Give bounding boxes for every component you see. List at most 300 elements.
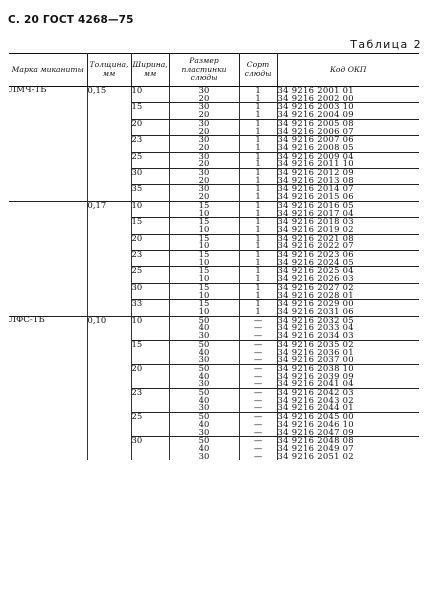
cell-mica-size: 20 — [169, 128, 239, 136]
table-row — [9, 389, 419, 397]
cell-thickness — [87, 421, 131, 429]
cell-grade: — — [239, 356, 277, 364]
table-row — [9, 364, 419, 372]
okp-code-table — [9, 53, 419, 460]
cell-thickness — [87, 136, 131, 144]
cell-okp-code: 34 9216 2023 06 — [277, 251, 419, 259]
cell-grade: — — [239, 397, 277, 405]
cell-okp-code: 34 9216 2029 00 — [277, 300, 419, 308]
column-header-mark: Марка миканиты — [9, 54, 87, 87]
cell-thickness — [87, 218, 131, 226]
cell-grade: — — [239, 453, 277, 461]
table-row — [9, 136, 419, 144]
cell-grade: — — [239, 373, 277, 381]
cell-thickness — [87, 160, 131, 168]
cell-thickness — [87, 404, 131, 412]
cell-mark — [9, 356, 87, 364]
cell-thickness — [87, 445, 131, 453]
page-header: С. 20 ГОСТ 4268—75 — [8, 14, 134, 26]
cell-width: 15 — [131, 340, 169, 348]
cell-grade: 1 — [239, 103, 277, 111]
cell-okp-code: 34 9216 2006 07 — [277, 125, 354, 136]
cell-okp-code: 34 9216 2002 00 — [277, 92, 354, 103]
cell-width: 30 — [131, 169, 169, 177]
table-row — [9, 128, 419, 136]
cell-mica-size: 30 — [169, 136, 239, 144]
cell-grade: 1 — [239, 226, 277, 234]
cell-okp-code: 34 9216 2021 08 — [277, 234, 419, 242]
cell-okp-code: 34 9216 2032 05 — [277, 316, 419, 324]
cell-mark: ЛФС-ТБ — [9, 316, 87, 324]
cell-mica-size: 20 — [169, 177, 239, 185]
cell-mica-size: 15 — [169, 283, 239, 291]
cell-width: 23 — [131, 136, 169, 144]
cell-grade: 1 — [239, 111, 277, 119]
cell-thickness — [87, 234, 131, 242]
cell-okp-code: 34 9216 2042 03 — [277, 389, 419, 397]
cell-thickness — [87, 389, 131, 397]
cell-thickness: 0,10 — [87, 316, 131, 324]
cell-mark — [9, 389, 87, 397]
cell-thickness — [87, 413, 131, 421]
cell-mica-size: 30 — [169, 380, 239, 388]
cell-mark — [9, 242, 87, 250]
cell-width: 10 — [131, 316, 169, 324]
cell-thickness — [87, 152, 131, 160]
cell-grade: 1 — [239, 169, 277, 177]
cell-mica-size: 30 — [169, 119, 239, 127]
cell-mica-size: 50 — [169, 316, 239, 324]
cell-thickness — [87, 373, 131, 381]
table-row — [9, 397, 419, 405]
cell-grade: — — [239, 340, 277, 348]
cell-mica-size: 10 — [169, 308, 239, 316]
cell-okp-code: 34 9216 2014 07 — [277, 185, 419, 193]
cell-okp-code: 34 9216 2046 10 — [277, 418, 354, 429]
cell-mica-size: 20 — [169, 160, 239, 168]
cell-mica-size: 50 — [169, 340, 239, 348]
cell-grade: 1 — [239, 308, 277, 316]
cell-mica-size: 30 — [169, 152, 239, 160]
cell-grade: 1 — [239, 95, 277, 103]
cell-width: 15 — [131, 218, 169, 226]
cell-thickness — [87, 169, 131, 177]
cell-width: 33 — [131, 300, 169, 308]
cell-grade: 1 — [239, 210, 277, 218]
cell-mica-size: 30 — [169, 356, 239, 364]
table-row — [9, 251, 419, 259]
cell-thickness — [87, 119, 131, 127]
cell-mica-size: 10 — [169, 210, 239, 218]
cell-mark — [9, 251, 87, 259]
cell-okp-code: 34 9216 2019 02 — [277, 223, 354, 234]
cell-width — [131, 421, 169, 429]
cell-mark — [9, 226, 87, 234]
cell-thickness — [87, 226, 131, 234]
cell-okp-code: 34 9216 2008 05 — [277, 141, 354, 152]
cell-mark — [9, 128, 87, 136]
cell-okp-code: 34 9216 2017 04 — [277, 207, 354, 218]
table-row — [9, 177, 419, 185]
cell-mark — [9, 218, 87, 226]
column-header-thickness: Толщина, мм — [87, 54, 131, 87]
table-row — [9, 103, 419, 111]
cell-mica-size: 15 — [169, 300, 239, 308]
cell-mark — [9, 404, 87, 412]
cell-okp-code: 34 9216 2018 03 — [277, 218, 419, 226]
table-row — [9, 267, 419, 275]
table-row — [9, 332, 419, 340]
cell-mark — [9, 193, 87, 201]
cell-okp-code: 34 9216 2033 04 — [277, 322, 354, 333]
cell-grade: 1 — [239, 292, 277, 300]
cell-thickness: 0,17 — [87, 201, 131, 209]
cell-grade: 1 — [239, 177, 277, 185]
cell-okp-code: 34 9216 2005 08 — [277, 119, 419, 127]
cell-mark — [9, 380, 87, 388]
cell-okp-code: 34 9216 2012 09 — [277, 169, 419, 177]
table-row — [9, 259, 419, 267]
table-row — [9, 445, 419, 453]
table-row — [9, 324, 419, 332]
cell-mark — [9, 373, 87, 381]
cell-mark — [9, 300, 87, 308]
cell-mica-size: 50 — [169, 364, 239, 372]
cell-grade: 1 — [239, 193, 277, 201]
column-header-width: Ширина, мм — [131, 54, 169, 87]
column-header-mica-size: Размер пластинки слюды — [169, 54, 239, 87]
cell-okp-code: 34 9216 2045 00 — [277, 413, 419, 421]
table-row — [9, 95, 419, 103]
cell-mark — [9, 95, 87, 103]
table-row — [9, 349, 419, 357]
cell-mica-size: 15 — [169, 234, 239, 242]
cell-thickness — [87, 340, 131, 348]
table-row — [9, 210, 419, 218]
cell-grade: 1 — [239, 283, 277, 291]
cell-thickness — [87, 275, 131, 283]
cell-mica-size: 30 — [169, 453, 239, 461]
table-row — [9, 201, 419, 209]
cell-grade: — — [239, 380, 277, 388]
cell-thickness — [87, 210, 131, 218]
cell-okp-code: 34 9216 2011 10 — [277, 158, 354, 169]
cell-grade: 1 — [239, 185, 277, 193]
cell-okp-code: 34 9216 2016 05 — [277, 201, 419, 209]
cell-okp-code: 34 9216 2043 02 — [277, 394, 354, 405]
cell-okp-code: 34 9216 2051 02 — [277, 450, 354, 461]
cell-okp-code: 34 9216 2028 01 — [277, 289, 354, 300]
cell-mark — [9, 324, 87, 332]
table-row — [9, 308, 419, 316]
cell-okp-code: 34 9216 2035 02 — [277, 340, 419, 348]
cell-mark — [9, 413, 87, 421]
cell-mica-size: 40 — [169, 324, 239, 332]
cell-okp-code: 34 9216 2047 09 — [277, 426, 354, 437]
cell-mark — [9, 445, 87, 453]
cell-mark — [9, 267, 87, 275]
table-row — [9, 380, 419, 388]
cell-mica-size: 10 — [169, 242, 239, 250]
cell-mica-size: 50 — [169, 389, 239, 397]
cell-width: 10 — [131, 201, 169, 209]
cell-width: 20 — [131, 364, 169, 372]
cell-mark — [9, 259, 87, 267]
cell-mica-size: 10 — [169, 226, 239, 234]
cell-mark — [9, 292, 87, 300]
cell-okp-code: 34 9216 2038 10 — [277, 364, 419, 372]
cell-mark — [9, 283, 87, 291]
table-row — [9, 316, 419, 324]
cell-width: 23 — [131, 251, 169, 259]
cell-mica-size: 20 — [169, 95, 239, 103]
table-row — [9, 429, 419, 437]
cell-width — [131, 453, 169, 461]
cell-mica-size: 40 — [169, 373, 239, 381]
cell-grade: — — [239, 404, 277, 412]
cell-okp-code: 34 9216 2041 04 — [277, 378, 354, 389]
table-row — [9, 234, 419, 242]
cell-okp-code: 34 9216 2034 03 — [277, 330, 354, 341]
cell-thickness — [87, 128, 131, 136]
cell-thickness — [87, 332, 131, 340]
cell-grade: 1 — [239, 201, 277, 209]
table-body — [9, 87, 419, 461]
cell-grade: 1 — [239, 259, 277, 267]
cell-mark — [9, 332, 87, 340]
cell-mark — [9, 103, 87, 111]
cell-mica-size: 50 — [169, 413, 239, 421]
cell-thickness — [87, 283, 131, 291]
cell-grade: — — [239, 429, 277, 437]
cell-mica-size: 30 — [169, 185, 239, 193]
cell-mica-size: 15 — [169, 218, 239, 226]
table-header-row — [9, 54, 419, 87]
table-row — [9, 413, 419, 421]
cell-mark — [9, 364, 87, 372]
cell-width — [131, 397, 169, 405]
cell-okp-code: 34 9216 2031 06 — [277, 305, 354, 316]
cell-width: 30 — [131, 283, 169, 291]
cell-grade: — — [239, 413, 277, 421]
cell-mica-size: 30 — [169, 332, 239, 340]
cell-thickness — [87, 242, 131, 250]
table-row — [9, 144, 419, 152]
cell-grade: — — [239, 437, 277, 445]
table-row — [9, 356, 419, 364]
cell-grade: 1 — [239, 234, 277, 242]
cell-mica-size: 15 — [169, 201, 239, 209]
table-row — [9, 193, 419, 201]
cell-mica-size: 40 — [169, 349, 239, 357]
cell-mark — [9, 421, 87, 429]
cell-width: 10 — [131, 87, 169, 95]
cell-mica-size: 10 — [169, 275, 239, 283]
cell-grade: — — [239, 421, 277, 429]
cell-width: 25 — [131, 267, 169, 275]
cell-mark — [9, 397, 87, 405]
cell-grade: — — [239, 445, 277, 453]
table-row — [9, 169, 419, 177]
cell-mark — [9, 437, 87, 445]
cell-thickness — [87, 95, 131, 103]
table-row — [9, 340, 419, 348]
cell-thickness — [87, 185, 131, 193]
cell-mica-size: 15 — [169, 267, 239, 275]
table-header — [9, 54, 419, 87]
column-header-grade: Сорт слюды — [239, 54, 277, 87]
table-row — [9, 218, 419, 226]
cell-grade: 1 — [239, 275, 277, 283]
cell-width — [131, 324, 169, 332]
cell-mark — [9, 234, 87, 242]
cell-mark — [9, 119, 87, 127]
table-row — [9, 160, 419, 168]
cell-okp-code: 34 9216 2024 05 — [277, 256, 354, 267]
cell-width: 23 — [131, 389, 169, 397]
cell-mica-size: 20 — [169, 193, 239, 201]
cell-mark — [9, 340, 87, 348]
cell-mark — [9, 429, 87, 437]
cell-okp-code: 34 9216 2036 01 — [277, 346, 354, 357]
cell-grade: — — [239, 332, 277, 340]
cell-thickness — [87, 259, 131, 267]
cell-thickness — [87, 397, 131, 405]
cell-okp-code: 34 9216 2048 08 — [277, 437, 419, 445]
table-row — [9, 404, 419, 412]
table-row — [9, 300, 419, 308]
cell-width: 20 — [131, 234, 169, 242]
cell-width: 25 — [131, 413, 169, 421]
cell-grade: 1 — [239, 218, 277, 226]
cell-thickness — [87, 380, 131, 388]
table-row — [9, 283, 419, 291]
cell-mica-size: 40 — [169, 397, 239, 405]
cell-okp-code: 34 9216 2037 00 — [277, 354, 354, 365]
cell-mark: ЛМЧ-ТБ — [9, 87, 87, 95]
table-row — [9, 185, 419, 193]
cell-mark — [9, 136, 87, 144]
cell-mica-size: 30 — [169, 87, 239, 95]
table-row — [9, 152, 419, 160]
cell-okp-code: 34 9216 2049 07 — [277, 442, 354, 453]
cell-mica-size: 10 — [169, 292, 239, 300]
cell-mark — [9, 152, 87, 160]
cell-width: 35 — [131, 185, 169, 193]
cell-grade: — — [239, 316, 277, 324]
table-row — [9, 453, 419, 461]
cell-okp-code: 34 9216 2003 10 — [277, 103, 419, 111]
cell-mark — [9, 144, 87, 152]
cell-thickness — [87, 292, 131, 300]
table-row — [9, 226, 419, 234]
cell-grade: 1 — [239, 300, 277, 308]
table-row — [9, 437, 419, 445]
cell-okp-code: 34 9216 2039 09 — [277, 370, 354, 381]
cell-mark — [9, 210, 87, 218]
table-row — [9, 242, 419, 250]
cell-grade: 1 — [239, 267, 277, 275]
cell-okp-code: 34 9216 2025 04 — [277, 267, 419, 275]
cell-mica-size: 30 — [169, 169, 239, 177]
cell-thickness — [87, 324, 131, 332]
cell-okp-code: 34 9216 2013 08 — [277, 174, 354, 185]
cell-okp-code: 34 9216 2009 04 — [277, 152, 419, 160]
cell-thickness — [87, 437, 131, 445]
cell-mica-size: 20 — [169, 111, 239, 119]
table-row — [9, 119, 419, 127]
cell-grade: — — [239, 324, 277, 332]
cell-grade: 1 — [239, 119, 277, 127]
cell-thickness — [87, 144, 131, 152]
cell-thickness — [87, 349, 131, 357]
cell-thickness — [87, 364, 131, 372]
cell-mica-size: 30 — [169, 404, 239, 412]
cell-thickness — [87, 300, 131, 308]
cell-mark — [9, 169, 87, 177]
cell-okp-code: 34 9216 2004 09 — [277, 109, 354, 120]
cell-width — [131, 349, 169, 357]
cell-okp-code: 34 9216 2001 01 — [277, 87, 419, 95]
cell-okp-code: 34 9216 2027 02 — [277, 283, 419, 291]
table-row — [9, 373, 419, 381]
cell-width — [131, 373, 169, 381]
cell-mica-size: 40 — [169, 421, 239, 429]
cell-grade: 1 — [239, 251, 277, 259]
cell-okp-code: 34 9216 2015 06 — [277, 191, 354, 202]
cell-width: 30 — [131, 437, 169, 445]
cell-grade: 1 — [239, 144, 277, 152]
cell-mark — [9, 275, 87, 283]
cell-width: 20 — [131, 119, 169, 127]
cell-width: 15 — [131, 103, 169, 111]
cell-mica-size: 10 — [169, 259, 239, 267]
cell-mark — [9, 111, 87, 119]
cell-thickness — [87, 111, 131, 119]
cell-thickness — [87, 429, 131, 437]
cell-thickness — [87, 267, 131, 275]
table-row — [9, 275, 419, 283]
cell-mark — [9, 453, 87, 461]
cell-grade: 1 — [239, 136, 277, 144]
cell-thickness — [87, 251, 131, 259]
cell-grade: 1 — [239, 87, 277, 95]
cell-grade: 1 — [239, 152, 277, 160]
cell-mica-size: 40 — [169, 445, 239, 453]
cell-grade: 1 — [239, 160, 277, 168]
cell-mica-size: 15 — [169, 251, 239, 259]
cell-mark — [9, 177, 87, 185]
cell-grade: — — [239, 364, 277, 372]
cell-okp-code: 34 9216 2026 03 — [277, 273, 354, 284]
table-row — [9, 111, 419, 119]
cell-okp-code: 34 9216 2007 06 — [277, 136, 419, 144]
cell-thickness: 0,15 — [87, 87, 131, 95]
cell-width — [131, 445, 169, 453]
cell-mark — [9, 185, 87, 193]
cell-mica-size: 30 — [169, 429, 239, 437]
table-row — [9, 87, 419, 95]
cell-mark — [9, 160, 87, 168]
cell-grade: 1 — [239, 242, 277, 250]
cell-thickness — [87, 103, 131, 111]
cell-mark — [9, 349, 87, 357]
cell-grade: — — [239, 349, 277, 357]
cell-width: 25 — [131, 152, 169, 160]
table-row — [9, 292, 419, 300]
cell-mica-size: 30 — [169, 103, 239, 111]
cell-grade: — — [239, 389, 277, 397]
